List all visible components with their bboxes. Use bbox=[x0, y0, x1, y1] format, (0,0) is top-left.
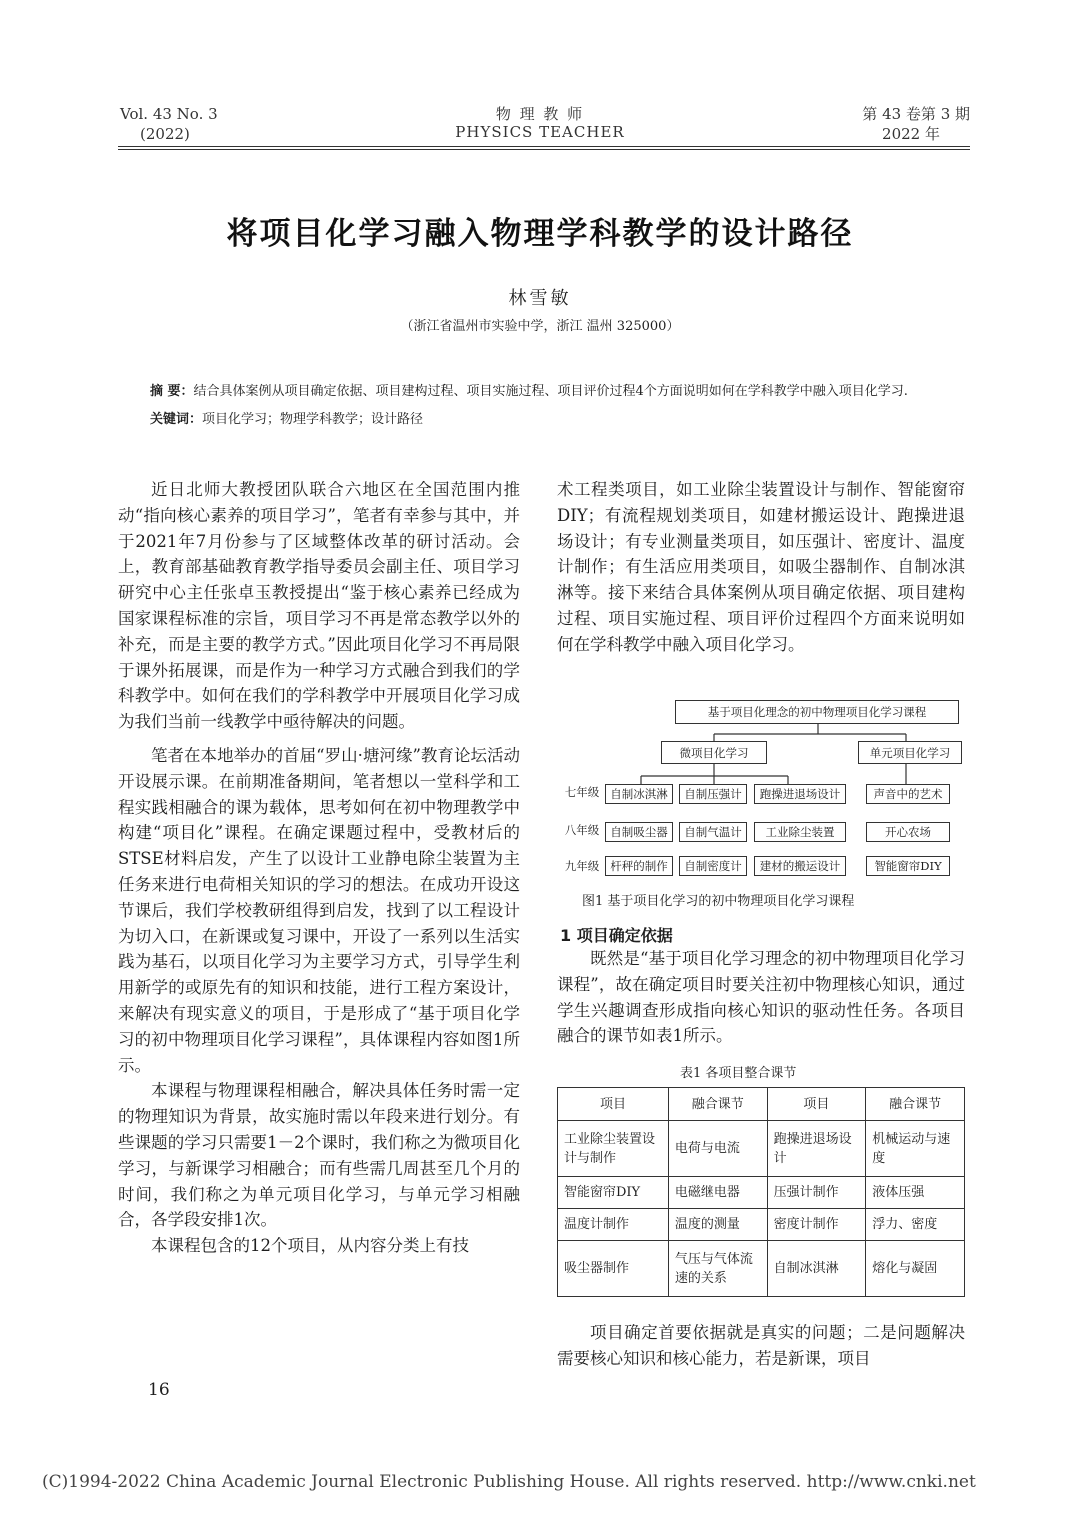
table-cell: 压强计制作 bbox=[767, 1177, 866, 1209]
article-title: 将项目化学习融入物理学科教学的设计路径 bbox=[226, 216, 854, 252]
table-header-cell: 融合课节 bbox=[668, 1088, 767, 1121]
figure-caption: 图1 基于项目化学习的初中物理项目化学习课程 bbox=[582, 894, 855, 909]
figure-item-box: 自制吸尘器 bbox=[605, 822, 673, 842]
figure-branch-micro: 微项目化学习 bbox=[661, 741, 767, 764]
grade-label: 七年级 bbox=[564, 785, 600, 799]
table-header-cell: 融合课节 bbox=[866, 1088, 965, 1121]
keywords-label: 关键词： bbox=[150, 412, 203, 427]
table-cell: 熔化与凝固 bbox=[866, 1241, 965, 1297]
table-cell: 浮力、密度 bbox=[866, 1209, 965, 1241]
paragraph: 本课程与物理课程相融合，解决具体任务时需一定的物理知识为背景，故实施时需以年段来进行划分。有些课题的学习只需要1－2个课时，我们称之为微项目化学习，与新课学习相融合；而有些需几周甚至几个月的时间，我们称之为单元项目化学习，与单元学习相融合，各学段安排1次。 bbox=[118, 1081, 520, 1230]
table-row bbox=[558, 1121, 965, 1177]
figure-item-box: 建材的搬运设计 bbox=[754, 856, 846, 876]
table-cell: 自制冰淇淋 bbox=[767, 1241, 866, 1297]
table-cell: 温度的测量 bbox=[668, 1209, 767, 1241]
paragraph: 既然是“基于项目化学习理念的初中物理项目化学习课程”，故在确定项目时要关注初中物理核心知识，通过学生兴趣调查形成指向核心知识的驱动性任务。各项目融合的课节如表1所示。 bbox=[557, 949, 965, 1046]
year-en: (2022) bbox=[140, 125, 190, 143]
section-heading: 1 项目确定依据 bbox=[560, 926, 673, 945]
left-column bbox=[118, 477, 520, 1259]
table-cell: 机械运动与速度 bbox=[866, 1121, 965, 1177]
figure-item-box: 杆秤的制作 bbox=[605, 856, 673, 876]
header-rule-thin bbox=[118, 149, 970, 150]
journal-name-en: PHYSICS TEACHER bbox=[455, 123, 625, 141]
table-cell: 气压与气体流速的关系 bbox=[668, 1241, 767, 1297]
table-header-cell: 项目 bbox=[767, 1088, 866, 1121]
abstract-label: 摘 要： bbox=[150, 384, 194, 399]
keywords-line bbox=[150, 408, 940, 432]
figure-branch-unit: 单元项目化学习 bbox=[858, 741, 962, 764]
table-header-cell: 项目 bbox=[558, 1088, 669, 1121]
table-header-row bbox=[558, 1088, 965, 1121]
figure-item-box: 自制压强计 bbox=[679, 784, 747, 804]
abstract-line bbox=[150, 380, 940, 404]
abstract-block bbox=[150, 380, 940, 432]
header-rule bbox=[118, 146, 970, 147]
figure-item-box: 自制密度计 bbox=[679, 856, 747, 876]
paragraph: 近日北师大教授团队联合六地区在全国范围内推动“指向核心素养的项目学习”，笔者有幸参与其中，并于2021年7月份参与了区域整体改革的研讨活动。会上，教育部基础教育教学指导委员会副主任、项目学习研究中心主任张卓玉教授提出“鉴于核心素养已经成为国家课程标准的宗旨，项目学习不再是常态教学以外的补充，而是主要的教学方式。”因此项目化学习不再局限于课外拓展课，而是作为一种学习方式融合到我们的学科教学中。如何在我们的学科教学中开展项目化学习成为我们当前一线教学中亟待解决的问题。 bbox=[118, 480, 520, 732]
section-1-body bbox=[557, 946, 965, 1049]
paragraph: 笔者在本地举办的首届“罗山·塘河缘”教育论坛活动开设展示课。在前期准备期间，笔者想以一堂科学和工程实践相融合的课为载体，思考如何在初中物理教学中构建“项目化”课程。在确定课题过程中，受教材后的STSE材料启发，产生了以设计工业静电除尘装置为主任务来进行电荷相关知识的学习的想法。在成功开设这节课后，我们学校教研组得到启发，找到了以工程设计为切入口，在新课或复习课中，开设了一系列以生活实践为基石，以项目化学习为主要学习方式，引导学生利用新学的或原先有的知识和技能，进行工程方案设计，来解决有现实意义的项目，于是形成了“基于项目化学习的初中物理项目化学习课程”，具体课程内容如图1所示。 bbox=[118, 745, 520, 1075]
table-cell: 跑操进退场设计 bbox=[767, 1121, 866, 1177]
journal-name-cn: 物 理 教 师 bbox=[495, 105, 585, 123]
grade-label: 八年级 bbox=[564, 823, 600, 837]
figure-item-box: 自制冰淇淋 bbox=[605, 784, 673, 804]
volume-en: Vol. 43 No. 3 bbox=[120, 105, 218, 123]
copyright-footer: (C)1994-2022 China Academic Journal Electronic Publishing House. All rights reserved. http://www.cnki.net bbox=[42, 1472, 976, 1492]
figure-root-box: 基于项目化理念的初中物理项目化学习课程 bbox=[675, 700, 959, 724]
keywords-text: 项目化学习；物理学科教学；设计路径 bbox=[202, 412, 424, 427]
table-cell: 温度计制作 bbox=[558, 1209, 669, 1241]
volume-cn: 第 43 卷第 3 期 bbox=[862, 105, 970, 123]
grade-label: 九年级 bbox=[564, 859, 600, 873]
table-cell: 液体压强 bbox=[866, 1177, 965, 1209]
author-name: 林雪敏 bbox=[508, 288, 572, 309]
table-1 bbox=[557, 1087, 965, 1297]
table-caption: 表1 各项目整合课节 bbox=[680, 1066, 797, 1081]
paragraph: 术工程类项目，如工业除尘装置设计与制作、智能窗帘DIY；有流程规划类项目，如建材搬运设计、跑操进退场设计；有专业测量类项目，如压强计、密度计、温度计制作；有生活应用类项目，如吸尘器制作、自制冰淇淋等。接下来结合具体案例从项目确定依据、项目建构过程、项目实施过程、项目评价过程四个方面来说明如何在学科教学中融入项目化学习。 bbox=[557, 480, 965, 654]
table-row bbox=[558, 1177, 965, 1209]
year-cn: 2022 年 bbox=[882, 125, 940, 143]
table-cell: 电荷与电流 bbox=[668, 1121, 767, 1177]
abstract-text: 结合具体案例从项目确定依据、项目建构过程、项目实施过程、项目评价过程4个方面说明如何在学科教学中融入项目化学习. bbox=[193, 384, 908, 399]
figure-item-box: 自制气温计 bbox=[679, 822, 747, 842]
author-affiliation: （浙江省温州市实验中学，浙江 温州 325000） bbox=[400, 319, 680, 334]
right-column-bottom bbox=[557, 1320, 965, 1372]
paragraph: 本课程包含的12个项目，从内容分类上有技 bbox=[151, 1236, 469, 1256]
table-row bbox=[558, 1241, 965, 1297]
table-cell: 密度计制作 bbox=[767, 1209, 866, 1241]
paragraph: 项目确定首要依据就是真实的问题；二是问题解决需要核心知识和核心能力，若是新课，项目 bbox=[557, 1323, 965, 1368]
figure-item-box: 跑操进退场设计 bbox=[754, 784, 846, 804]
table-row bbox=[558, 1209, 965, 1241]
page-number: 16 bbox=[148, 1380, 170, 1400]
right-column-top bbox=[557, 477, 965, 658]
figure-item-box: 工业除尘装置 bbox=[754, 822, 846, 842]
table-cell: 工业除尘装置设计与制作 bbox=[558, 1121, 669, 1177]
figure-unit-box: 声音中的艺术 bbox=[866, 784, 950, 804]
table-cell: 电磁继电器 bbox=[668, 1177, 767, 1209]
table-cell: 吸尘器制作 bbox=[558, 1241, 669, 1297]
figure-unit-box: 智能窗帘DIY bbox=[866, 856, 950, 876]
figure-unit-box: 开心农场 bbox=[866, 822, 950, 842]
table-cell: 智能窗帘DIY bbox=[558, 1177, 669, 1209]
